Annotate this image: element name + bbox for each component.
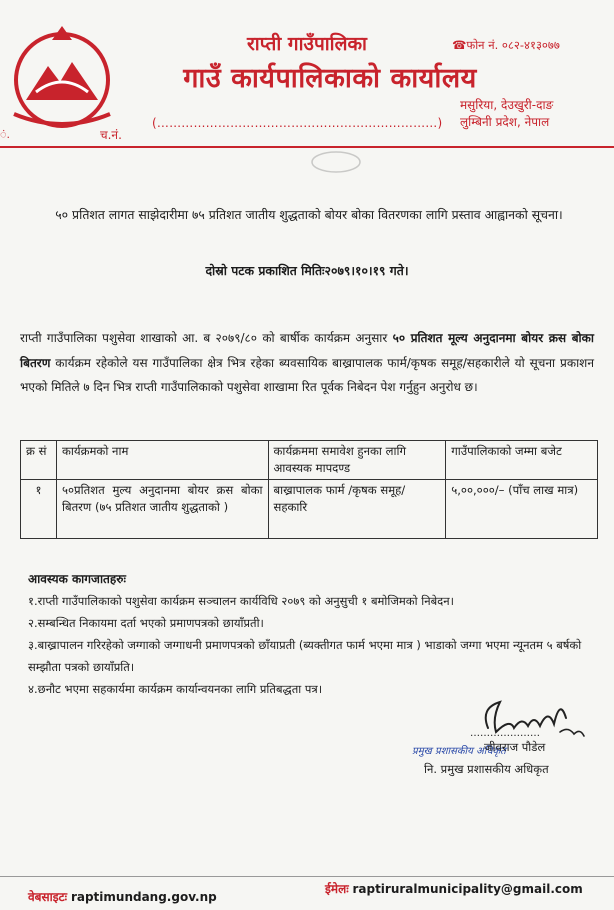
body-part-1: राप्ती गाउँपालिका पशुसेवा शाखाको आ. ब २०७९/८० को बार्षीक कार्यक्रम अनुसार <box>20 331 393 345</box>
program-table <box>20 440 598 539</box>
website <box>28 888 217 905</box>
requirement-item: १.राप्ती गाउँपालिकाको पशुसेवा कार्यक्रम सञ्चालन कार्यविधि २०७९ को अनुसुची १ बमोजिमको निबेदन। <box>28 594 455 608</box>
notice-body <box>20 326 594 400</box>
office-title: गाउँ कार्यपालिकाको कार्यालय <box>183 63 477 94</box>
email-address[interactable]: raptiruralmunicipality@gmail.com <box>352 882 583 896</box>
requirement-item: २.सम्बन्धित निकायमा दर्ता भएको प्रमाणपत्रको छायाँप्रती। <box>28 616 264 630</box>
email <box>325 880 583 897</box>
requirement-item: ४.छनौट भएमा सहकार्यमा कार्यक्रम कार्यान्वयनका लागि प्रतिबद्धता पत्र। <box>28 682 323 696</box>
address-line-2: लुम्बिनी प्रदेश, नेपाल <box>460 115 550 129</box>
cell-sn: १ <box>21 480 57 539</box>
cell-criteria: बाख्रापालक फार्म /कृषक समूह/ सहकारि <box>268 480 446 539</box>
website-url[interactable]: raptimundang.gov.np <box>70 890 217 904</box>
table-row <box>21 480 598 539</box>
subject-blank: (……………………………………………………………) <box>152 116 443 130</box>
dispatch-number-label: च.नं. <box>100 128 122 142</box>
table-header-row <box>21 441 598 480</box>
publication-date: दोस्रो पटक प्रकाशित मितिः२०७९।१०।१९ गते। <box>205 263 409 278</box>
header-sn: क्र सं <box>21 441 57 480</box>
officer-post: नि. प्रमुख प्रशासकीय अधिकृत <box>424 762 549 776</box>
header-program-name: कार्यक्रमको नाम <box>56 441 268 480</box>
signature-line: ………………… <box>470 728 540 739</box>
faded-stamp <box>308 148 364 176</box>
address-line-1: मसुरिया, देउखुरी-दाङ <box>460 98 554 112</box>
cell-program-name: ५०प्रतिशत मुल्य अनुदानमा बोयर क्रस बोका बितरण (७५ प्रतिशत जातीय शुद्धताको ) <box>56 480 268 539</box>
header-budget: गाउँपालिकाको जम्मा बजेट <box>446 441 598 480</box>
header-divider <box>0 146 614 148</box>
reference-label: ं. <box>0 128 11 141</box>
header-criteria: कार्यक्रममा समावेश हुनका लागि आवस्यक मापदण्ड <box>268 441 446 480</box>
body-part-2: कार्यक्रम रहेकोले यस गाउँपालिका क्षेत्र भित्र रहेका ब्यवसायिक बाख्रापालक फार्म/कृषक समूह/सहकारीले यो सूचना प्रकाशन भएको मितिले ७ दिन भित्र राप्ती गाउँपालिकाको पशुसेवा शाखामा रित पूर्वक निबेदन पेश गर्नुहुन अनुरोध छ। <box>20 355 594 394</box>
website-label: वेबसाइटः <box>28 890 68 904</box>
handwritten-signature <box>470 688 590 748</box>
municipality-name: राप्ती गाउँपालिका <box>247 33 367 55</box>
footer-divider <box>0 876 614 877</box>
body-part-bold: ५० प्रतिशत मूल्य अनुदानमा बोयर क्रस बोका बितरण <box>20 331 594 370</box>
requirement-item: ३.बाख्रापालन गरिरहेको जग्गाको जग्गाधनी प्रमाणपत्रको छाँयाप्रती (ब्यक्तीगत फार्म भएमा मात्र ) भाडाको जग्गा भएमा न्यूनतम ५ बर्षको सम्झौता पत्रको छायाँप्रति। <box>28 638 582 674</box>
officer-name: जीवराज पौडेल <box>484 740 546 754</box>
notice-subject: ५० प्रतिशत लागत साझेदारीमा ७५ प्रतिशत जातीय शुद्धताको बोयर बोका वितरणका लागि प्रस्ताव आह्वानको सूचना। <box>55 207 563 222</box>
officer-role-stamp: प्रमुख प्रशासकीय अधिकृत <box>412 746 506 757</box>
phone-number: ☎फोन नं. ०८२-४१३०७७ <box>452 38 560 52</box>
requirements-heading: आवस्यक कागजातहरुः <box>28 572 126 586</box>
cell-budget: ५,००,०००/– (पाँच लाख मात्र) <box>446 480 598 539</box>
email-label: ईमेलः <box>325 882 349 896</box>
